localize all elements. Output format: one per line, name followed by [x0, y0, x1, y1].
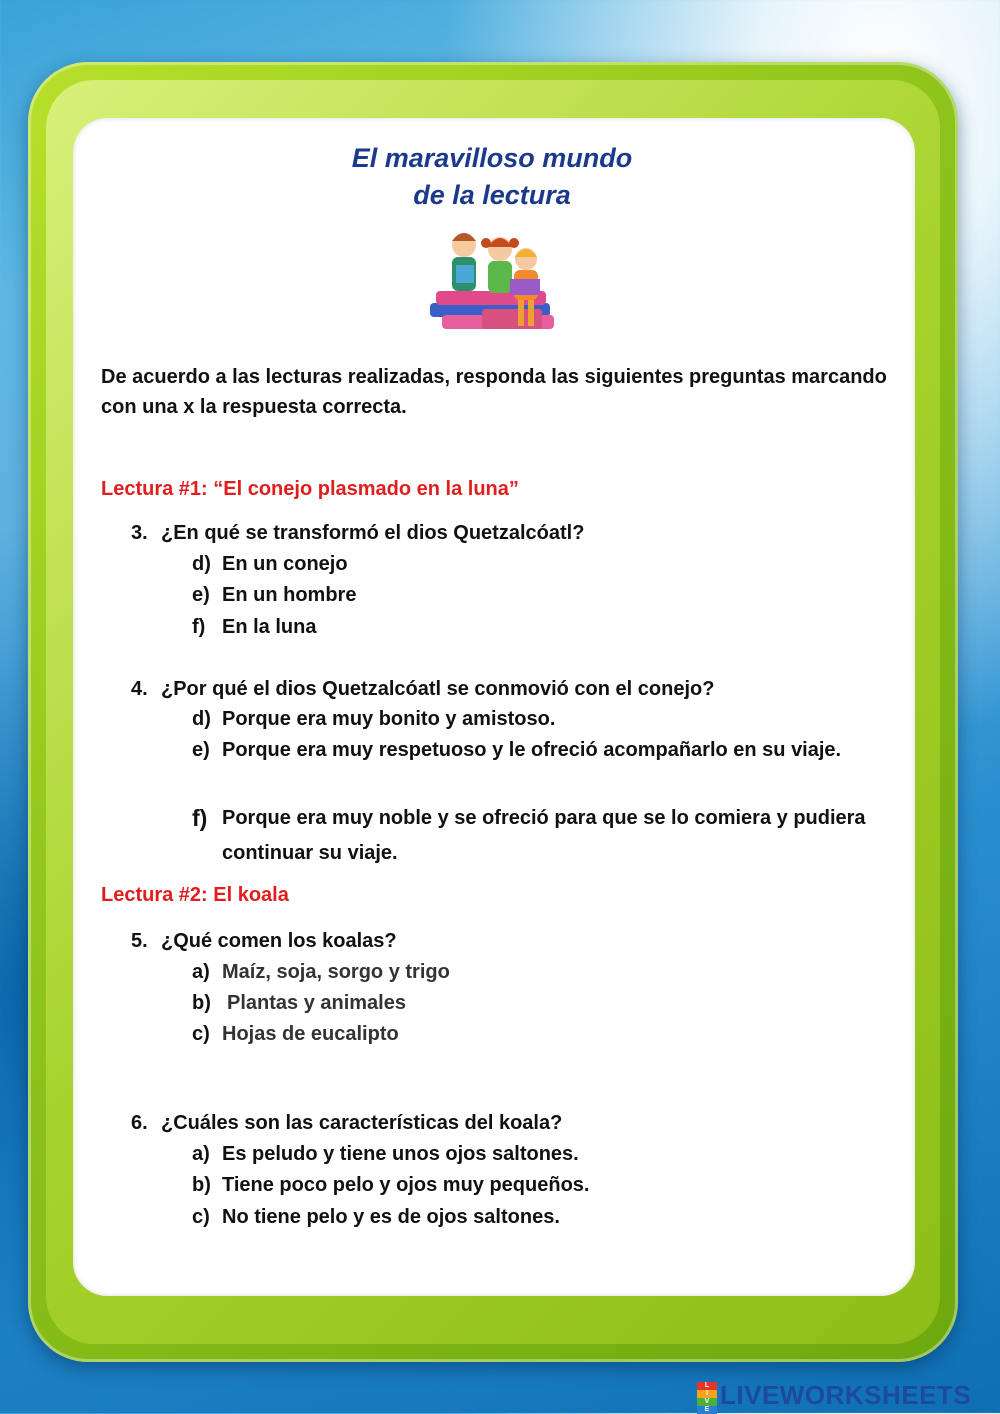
option-letter: b) [192, 992, 211, 1014]
option-text: En un hombre [222, 584, 357, 606]
section-heading-lectura-2: Lectura #2: El koala [101, 884, 289, 906]
option-q5-b[interactable] [192, 988, 892, 1019]
page-title [0, 140, 984, 214]
option-text: Plantas y animales [227, 992, 406, 1014]
option-text: Tiene poco pelo y ojos muy pequeños. [222, 1174, 590, 1196]
option-q4-d[interactable] [192, 704, 892, 735]
option-q3-f[interactable] [192, 612, 892, 643]
option-letter: b) [192, 1174, 211, 1196]
option-q6-c[interactable] [192, 1202, 892, 1233]
section-heading-lectura-1: Lectura #1: “El conejo plasmado en la luna” [101, 478, 519, 500]
option-q4-f[interactable] [192, 801, 892, 871]
title-line-1: El maravilloso mundo [351, 143, 633, 173]
option-letter: e) [192, 739, 210, 761]
option-text: En un conejo [222, 553, 348, 575]
option-letter: a) [192, 961, 210, 983]
option-text: Porque era muy noble y se ofreció para que se lo comiera y pudiera continuar su viaje. [222, 807, 866, 864]
question-number: 3. [131, 522, 148, 544]
instructions-text: De acuerdo a las lecturas realizadas, responda las siguientes preguntas marcando con una x la respuesta correcta. [101, 366, 887, 418]
children-reading-illustration [422, 225, 562, 335]
logo-badge [697, 1382, 717, 1413]
question-4 [131, 676, 714, 702]
question-text: ¿Qué comen los koalas? [161, 930, 397, 952]
option-q3-e[interactable] [192, 580, 892, 611]
option-letter: e) [192, 584, 210, 606]
question-number: 5. [131, 930, 148, 952]
option-q5-c[interactable] [192, 1019, 892, 1050]
question-text: ¿Cuáles son las características del koala? [161, 1112, 563, 1134]
question-number: 6. [131, 1112, 148, 1134]
question-number: 4. [131, 678, 148, 700]
option-letter: f) [192, 616, 206, 638]
option-text: Maíz, soja, sorgo y trigo [222, 961, 450, 983]
option-letter: d) [192, 708, 211, 730]
option-q5-a[interactable] [192, 957, 892, 988]
question-5 [131, 928, 397, 954]
option-text: No tiene pelo y es de ojos saltones. [222, 1206, 560, 1228]
logo-wordmark: LIVEWORKSHEETS [720, 1379, 972, 1410]
option-q4-e[interactable] [192, 735, 892, 766]
option-text: Porque era muy bonito y amistoso. [222, 708, 556, 730]
option-text: En la luna [222, 616, 317, 638]
question-6 [131, 1110, 562, 1136]
option-q3-d[interactable] [192, 549, 892, 580]
logo-badge-letter: I [697, 1390, 717, 1398]
option-letter: a) [192, 1143, 210, 1165]
logo-badge-letter: V [697, 1398, 717, 1406]
option-q6-a[interactable] [192, 1139, 892, 1170]
title-line-2: de la lectura [413, 180, 571, 210]
option-text: Porque era muy respetuoso y le ofreció acompañarlo en su viaje. [222, 739, 842, 761]
option-letter: f) [192, 805, 208, 831]
option-text: Hojas de eucalipto [222, 1023, 399, 1045]
option-q6-b[interactable] [192, 1170, 892, 1201]
logo-badge-letter: L [697, 1382, 717, 1390]
logo-badge-letter: E [697, 1406, 717, 1414]
question-text: ¿En qué se transformó el dios Quetzalcóatl? [161, 522, 585, 544]
question-text: ¿Por qué el dios Quetzalcóatl se conmovió con el conejo? [161, 678, 715, 700]
option-letter: d) [192, 553, 211, 575]
option-letter: c) [192, 1023, 210, 1045]
question-3 [131, 520, 584, 546]
liveworksheets-logo[interactable] [697, 1379, 972, 1413]
option-text: Es peludo y tiene unos ojos saltones. [222, 1143, 579, 1165]
option-letter: c) [192, 1206, 210, 1228]
